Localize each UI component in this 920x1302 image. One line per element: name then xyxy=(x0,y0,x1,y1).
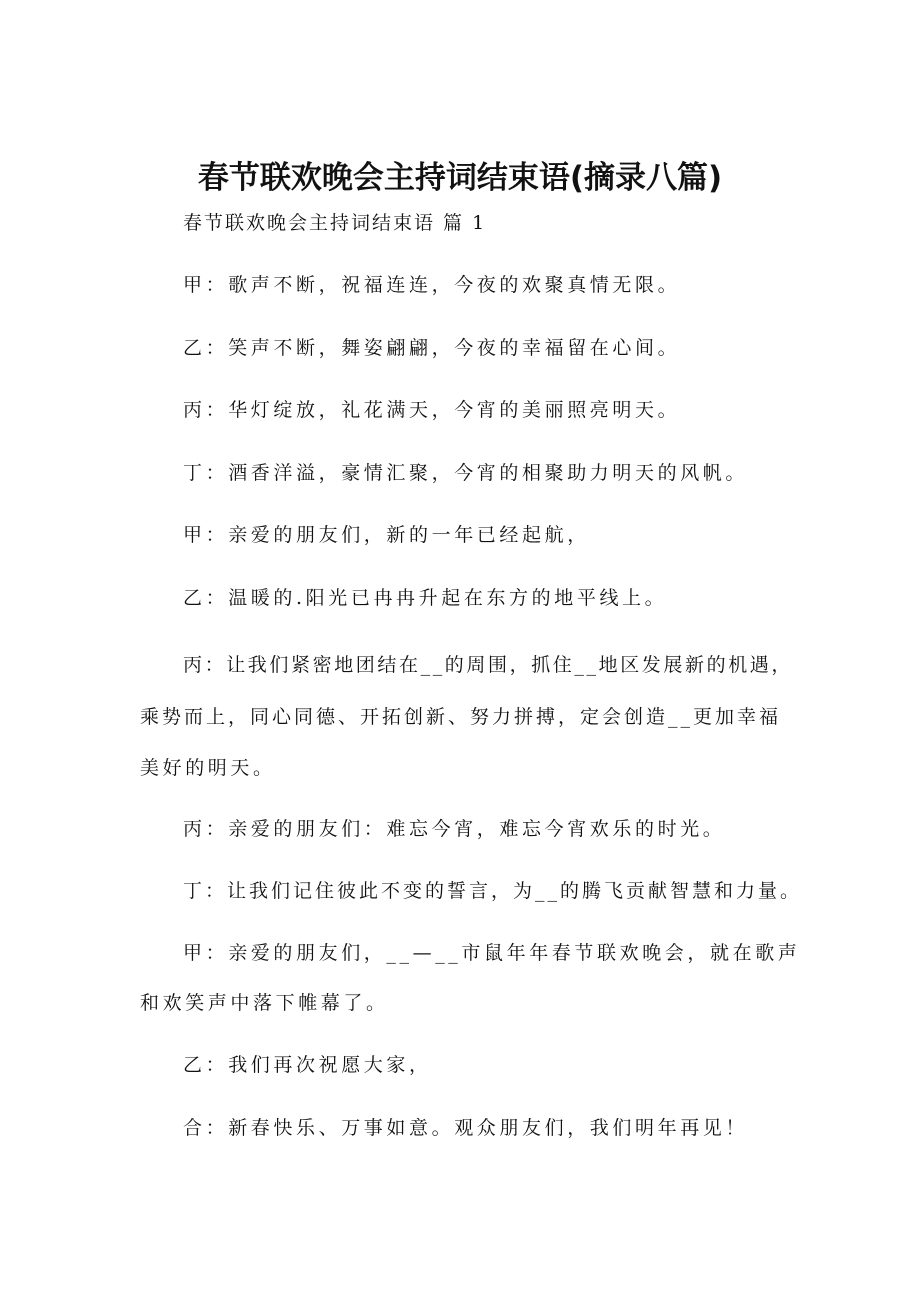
paragraph-line: 美好的明天。 xyxy=(140,757,276,779)
paragraph-line: 甲：歌声不断，祝福连连，今夜的欢聚真情无限。 xyxy=(183,274,681,296)
paragraph-line: 丁：酒香洋溢，豪情汇聚，今宵的相聚助力明天的风帆。 xyxy=(183,462,749,484)
paragraph-line: 甲：亲爱的朋友们，__—__市鼠年年春节联欢晚会，就在歌声 xyxy=(183,942,801,964)
document-title: 春节联欢晚会主持词结束语(摘录八篇) xyxy=(197,160,723,196)
paragraph-line: 乙：我们再次祝愿大家， xyxy=(183,1054,432,1076)
paragraph-line: 丙：亲爱的朋友们：难忘今宵，难忘今宵欢乐的时光。 xyxy=(183,818,726,840)
paragraph-line: 和欢笑声中落下帷幕了。 xyxy=(140,992,389,1014)
paragraph-line: 丁：让我们记住彼此不变的誓言，为__的腾飞贡献智慧和力量。 xyxy=(183,880,803,902)
section-heading: 春节联欢晚会主持词结束语 篇 1 xyxy=(183,212,487,234)
paragraph-line: 乙：笑声不断，舞姿翩翩，今夜的幸福留在心间。 xyxy=(183,337,681,359)
paragraph-line: 乘势而上，同心同德、开拓创新、努力拼搏，定会创造__更加幸福 xyxy=(140,706,782,728)
paragraph-line: 甲：亲爱的朋友们，新的一年已经起航， xyxy=(183,524,590,546)
paragraph-line: 丙：让我们紧密地团结在__的周围，抓住__地区发展新的机遇， xyxy=(183,654,794,676)
paragraph-line: 合：新春快乐、万事如意。观众朋友们，我们明年再见！ xyxy=(183,1117,749,1139)
paragraph-line: 丙：华灯绽放，礼花满天，今宵的美丽照亮明天。 xyxy=(183,399,681,421)
paragraph-line: 乙：温暖的.阳光已冉冉升起在东方的地平线上。 xyxy=(183,587,668,609)
